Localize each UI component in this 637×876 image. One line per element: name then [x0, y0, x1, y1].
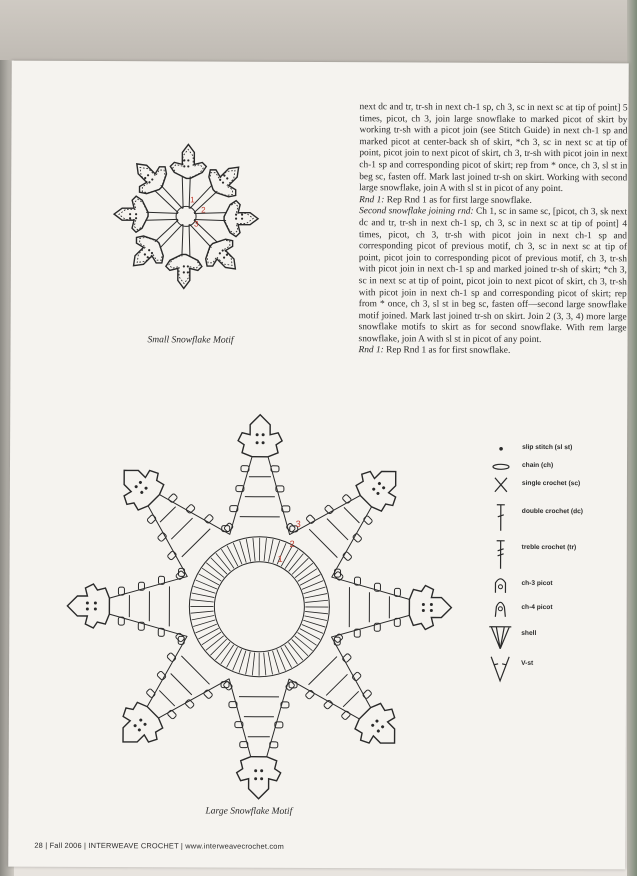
rnd1-label-b: Rnd 1:	[358, 345, 384, 356]
vst-symbol-icon	[487, 655, 513, 685]
legend-item-shell	[487, 625, 617, 646]
joining-label: Second snowflake joining rnd:	[359, 206, 474, 218]
page-footer: 28 | Fall 2006 | INTERWEAVE CROCHET | www.interweavecrochet.com	[34, 840, 284, 851]
small-flake-arm	[124, 151, 195, 222]
legend-label: double crochet (dc)	[521, 507, 584, 516]
pattern-instructions	[358, 102, 627, 358]
large-flake-arm	[67, 568, 187, 645]
instruction-rnd1-b	[358, 346, 626, 359]
small-snowflake-chart	[86, 116, 287, 317]
rnd1-text-b: Rep Rnd 1 as for first snowflake.	[383, 345, 511, 357]
instruction-paragraph-1: next dc and tr, tr-sh in next ch-1 sp, ch 3, sc in next sc at tip of point] 5 times, picot, ch 3, join large snowflake to marked picot of skirt by working tr-sh with a picot join (see Stitch Guide) in next ch-1 sp and marked picot at center-back sh of skirt, *ch 3, sc in next sc at tip of point, picot join to next picot of skirt, ch 3, tr-sh with picot join in next ch-1 sp and corresponding picot of skirt; rep from * once, ch 3, sl st in beg sc, fasten off. Mark last joined tr-sh on skirt. Working with second large snowflake, join A with sl st in picot of any point.	[359, 102, 628, 195]
instruction-joining	[359, 207, 628, 347]
legend-label: chain (ch)	[521, 461, 554, 470]
legend-label: ch-3 picot	[521, 579, 553, 588]
small-flake-arm	[121, 208, 192, 279]
legend-item-tr	[488, 539, 618, 560]
small-snowflake-caption: Small Snowflake Motif	[147, 335, 234, 346]
legend-item-picot4	[487, 599, 617, 620]
large-flake-arm	[222, 415, 299, 535]
legend-label: V-st	[521, 659, 534, 667]
shell-symbol-icon	[487, 625, 513, 655]
small-flake-arm	[114, 196, 178, 232]
small-round-number: 2	[201, 205, 206, 215]
small-flake-arm	[170, 144, 206, 208]
small-flake-lines	[114, 144, 259, 289]
legend-item-picot3	[487, 575, 617, 596]
large-flake-arm	[331, 569, 451, 646]
small-round-number: 3	[194, 219, 199, 229]
stitch-key-legend	[488, 439, 618, 667]
x-symbol-icon	[488, 475, 514, 505]
small-flake-arm	[166, 224, 202, 288]
large-snowflake-chart	[49, 416, 481, 808]
large-round-number: 3	[295, 518, 301, 529]
small-flake-arm	[178, 211, 249, 282]
legend-item-vst	[487, 655, 617, 676]
joining-text: Ch 1, sc in same sc, [picot, ch 3, sk next dc and tr, tr-sh in next ch-1 sp, ch 3, sc in next sc at tip of point] 4 times, picot, ch 3, tr-sh with picot join in next ch-1 sp and corresponding picot of previous motif, ch 3, sc in next sc at tip of point, picot join to corresponding picot of previous motif, ch 3, tr-sh with picot join in next ch-1 sp and marked joined tr-sh of skirt; *ch 3, sc in next sc at tip of point, picot join to next picot of skirt, ch 3, tr-sh with picot join in next ch-1 sp and corresponding picot of skirt; rep from * once, ch 3, sl st in beg sc, fasten off—second large snowflake motif joined. Mark last joined tr-sh on skirt. Join 2 (3, 3, 4) more large snowflake motifs to skirt as for second snowflake. With rem large snowflake, join A with sl st in picot of any point.	[358, 207, 628, 345]
small-flake-arm	[181, 154, 252, 225]
large-round-number: 1	[277, 553, 283, 564]
large-flake-arm	[221, 679, 298, 799]
magazine-page	[8, 61, 629, 870]
large-flake-lines	[67, 414, 453, 800]
rnd1-label-a: Rnd 1:	[359, 194, 385, 206]
scan-background-right	[627, 0, 637, 876]
legend-label: single crochet (sc)	[521, 479, 581, 488]
tr-symbol-icon	[488, 539, 514, 569]
legend-label: shell	[521, 629, 537, 637]
legend-label: ch-4 picot	[521, 603, 553, 612]
large-round-number: 2	[289, 538, 295, 549]
large-snowflake-caption: Large Snowflake Motif	[205, 806, 293, 817]
rnd1-text-a: Rep Rnd 1 as for first large snowflake.	[384, 195, 532, 206]
legend-item-x	[488, 475, 618, 496]
legend-label: slip stitch (sl st)	[522, 443, 573, 452]
legend-label: treble crochet (tr)	[521, 543, 577, 552]
large-flake-inner-ring	[214, 562, 304, 652]
small-round-number: 1	[190, 195, 195, 205]
legend-item-dc	[488, 503, 618, 524]
scan-background-top	[0, 0, 637, 70]
dc-symbol-icon	[488, 503, 514, 533]
